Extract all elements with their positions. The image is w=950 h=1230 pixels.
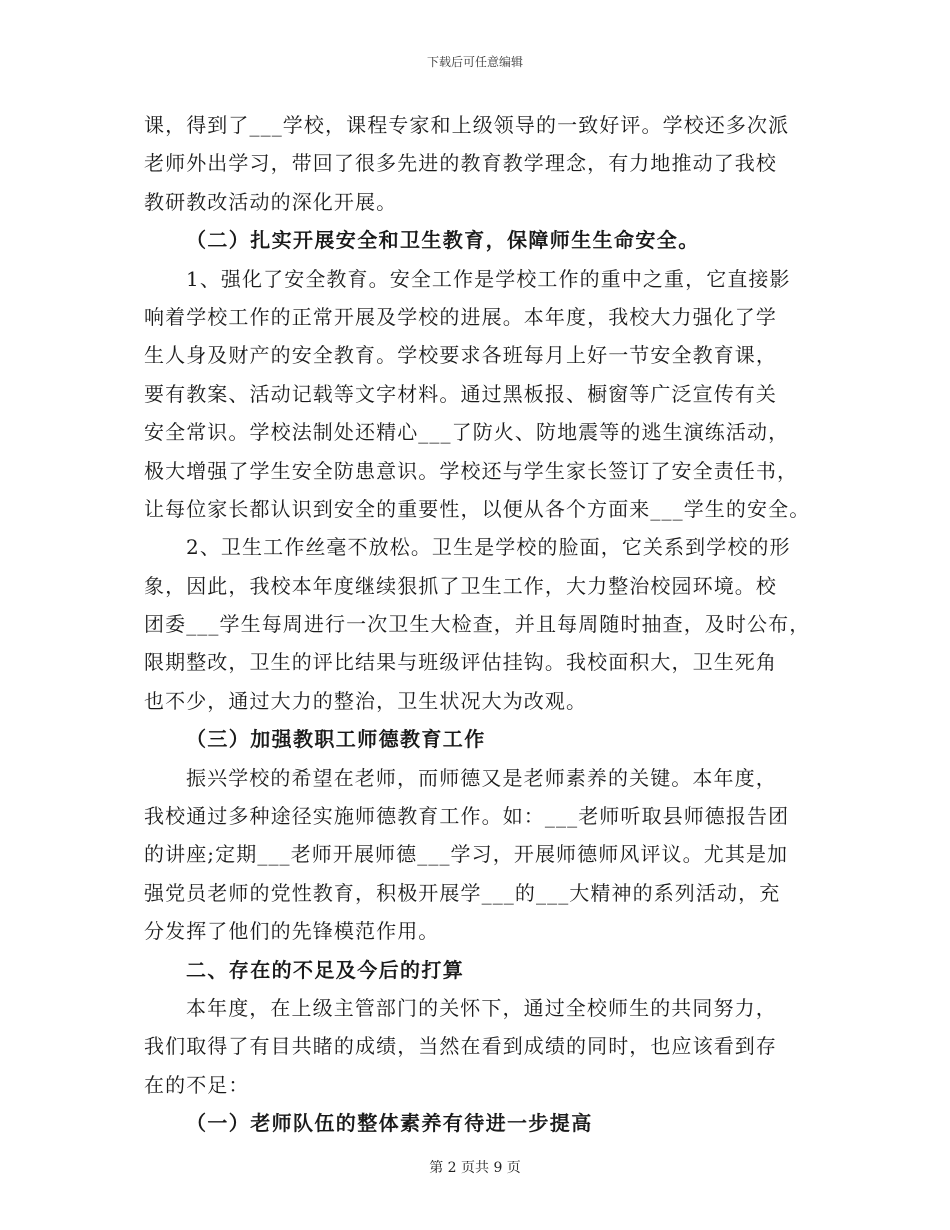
paragraph-line: 团委___学生每周进行一次卫生大检查，并且每周随时抽查，及时公布， [144, 612, 811, 637]
paragraph-line: 安全常识。学校法制处还精心___了防火、防地震等的逃生演练活动， [144, 420, 790, 445]
paragraph-line: 限期整改，卫生的评比结果与班级评估挂钩。我校面积大，卫生死角 [144, 650, 777, 675]
section-heading: （二）扎实开展安全和卫生教育，保障师生生命安全。 [186, 228, 700, 253]
section-heading: 二、存在的不足及今后的打算 [186, 957, 465, 982]
paragraph-line: 分发挥了他们的先锋模范作用。 [144, 919, 440, 944]
paragraph-line: 在的不足： [144, 1072, 250, 1097]
page-footer: 第 2 页共 9 页 [429, 1160, 521, 1176]
paragraph-line: 也不少，通过大力的整治，卫生状况大为改观。 [144, 688, 588, 713]
paragraph-line: 响着学校工作的正常开展及学校的进展。本年度，我校大力强化了学 [144, 304, 777, 329]
paragraph-line: 振兴学校的希望在老师，而师德又是老师素养的关键。本年度， [186, 765, 777, 790]
section-heading: （一）老师队伍的整体素养有待进一步提高 [186, 1111, 593, 1136]
paragraph-line: 象，因此，我校本年度继续狠抓了卫生工作，大力整治校园环境。校 [144, 573, 777, 598]
paragraph-line: 本年度，在上级主管部门的关怀下，通过全校师生的共同努力， [186, 995, 777, 1020]
paragraph-line: 强党员老师的党性教育，积极开展学___的___大精神的系列活动，充 [144, 880, 781, 905]
paragraph-line: 极大增强了学生安全防患意识。学校还与学生家长签订了安全责任书， [144, 458, 799, 483]
section-heading: （三）加强教职工师德教育工作 [186, 727, 486, 752]
paragraph-line: 课，得到了___学校，课程专家和上级领导的一致好评。学校还多次派 [144, 113, 790, 137]
page-header: 下载后可任意编辑 [426, 55, 523, 69]
paragraph-line: 让每位家长都认识到安全的重要性，以便从各个方面来___学生的安全。 [144, 496, 811, 521]
paragraph-line: 生人身及财产的安全教育。学校要求各班每月上好一节安全教育课， [144, 343, 777, 368]
document-body [144, 106, 824, 1143]
paragraph-line: 我校通过多种途径实施师德教育工作。如：___老师听取县师德报告团 [144, 804, 790, 829]
paragraph-line: 的讲座;定期___老师开展师德___学习，开展师德师风评议。尤其是加 [144, 842, 789, 867]
paragraph-line: 1、强化了安全教育。安全工作是学校工作的重中之重，它直接影 [186, 266, 791, 291]
paragraph-line: 教研教改活动的深化开展。 [144, 189, 398, 214]
paragraph-line: 要有教案、活动记载等文字材料。通过黑板报、橱窗等广泛宣传有关 [144, 381, 777, 406]
paragraph-line: 2、卫生工作丝毫不放松。卫生是学校的脸面，它关系到学校的形 [186, 535, 791, 560]
paragraph-line: 老师外出学习，带回了很多先进的教育教学理念，有力地推动了我校 [144, 151, 777, 176]
paragraph-line: 我们取得了有目共睹的成绩，当然在看到成绩的同时，也应该看到存 [144, 1034, 777, 1059]
